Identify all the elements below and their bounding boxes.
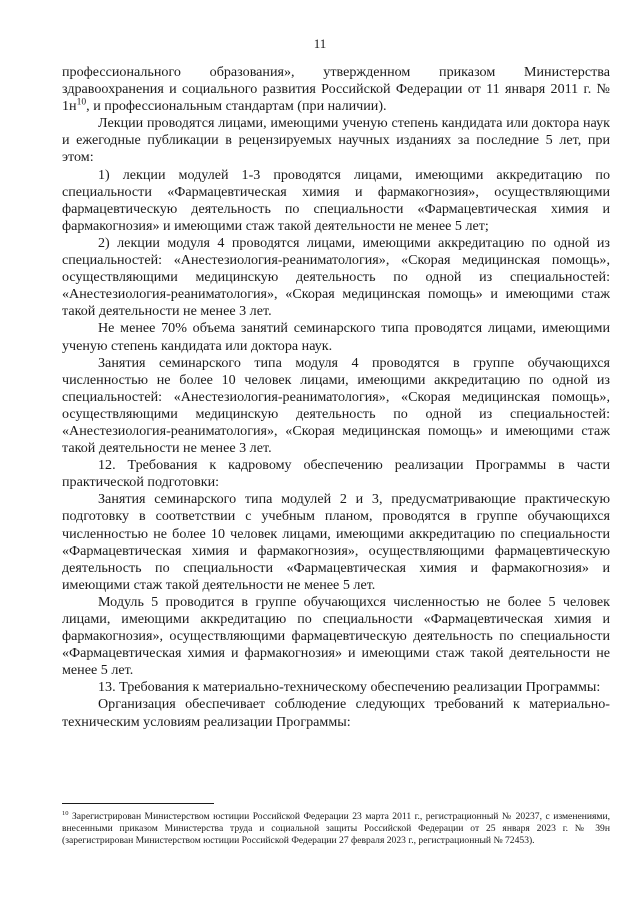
paragraph-4: 2) лекции модуля 4 проводятся лицами, имеющими аккредитацию по одной из специальностей: «Анестезиология-реаниматология», «Скорая медицинская помощь», осуществляющими медицинскую деятельность по одной из специальностей: «Анестезиология-реаниматология», «Скорая медицинская помощь» и имеющими стаж такой деятельности не менее 3 лет. bbox=[62, 234, 610, 320]
paragraph-8: Занятия семинарского типа модулей 2 и 3, предусматривающие практическую подготовку в соответствии с учебным планом, проводятся в группе обучающихся численностью не более 10 человек лицами, имеющими аккредитацию по специальности «Фармацевтическая химия и фармакогнозия», осуществляющими фармацевтическую деятельность по специальности «Фармацевтическая химия и фармакогнозия» и имеющими стаж такой деятельности не менее 5 лет. bbox=[62, 491, 610, 593]
paragraph-9: Модуль 5 проводится в группе обучающихся численностью не более 5 человек лицами, имеющими аккредитацию по специальности «Фармацевтическая химия и фармакогнозия», осуществляющими фармацевтическую деятельность по специальности «Фармацевтическая химия и фармакогнозия» и имеющими стаж такой деятельности не менее 5 лет. bbox=[62, 593, 610, 679]
page-number: 11 bbox=[313, 36, 327, 51]
paragraph-2: Лекции проводятся лицами, имеющими ученую степень кандидата или доктора наук и ежегодные публикации в рецензируемых научных изданиях за последние 5 лет, при этом: bbox=[62, 115, 610, 166]
paragraph-11: Организация обеспечивает соблюдение следующих требований к материально-техническим условиям реализации Программы: bbox=[62, 696, 610, 730]
footnote-ref[interactable]: 10 bbox=[76, 96, 87, 108]
paragraph-5: Не менее 70% объема занятий семинарского типа проводятся лицами, имеющими ученую степень кандидата или доктора наук. bbox=[62, 320, 610, 354]
footnote-divider bbox=[62, 803, 214, 804]
paragraph-text-tail: , и профессиональным стандартам (при наличии). bbox=[86, 98, 387, 115]
paragraph-text: профессионального образования», утвержденном приказом Министерства здравоохранения и социального развития Российской Федерации от 11 января 2011 г. № 1н bbox=[62, 64, 610, 115]
paragraph-7: 12. Требования к кадровому обеспечению реализации Программы в части практической подготовки: bbox=[62, 457, 610, 491]
paragraph-6: Занятия семинарского типа модуля 4 проводятся в группе обучающихся численностью не более 10 человек лицами, имеющими аккредитацию по одной из специальностей: «Анестезиология-реаниматология», «Скорая медицинская помощь», осуществляющими медицинскую деятельность по одной из специальностей: «Анестезиология-реаниматология», «Скорая медицинская помощь» и имеющими стаж такой деятельности не менее 3 лет. bbox=[62, 354, 610, 457]
footnote bbox=[62, 811, 610, 848]
body-text bbox=[62, 64, 610, 731]
footnote-number: 10 bbox=[62, 809, 69, 817]
paragraph-10: 13. Требования к материально-техническому обеспечению реализации Программы: bbox=[98, 679, 601, 696]
footnote-text: Зарегистрирован Министерством юстиции Российской Федерации 23 марта 2011 г., регистрационный № 20237, с изменениями, внесенными приказом Министерства труда и социальной защиты Российской Федерации от 25 января 2023 г. № 39н (зарегистрирован Министерством юстиции Российской Федерации 27 февраля 2023 г., регистрационный № 72453). bbox=[62, 811, 610, 847]
paragraph-3: 1) лекции модулей 1-3 проводятся лицами, имеющими аккредитацию по специальности «Фармацевтическая химия и фармакогнозия», осуществляющими фармацевтическую деятельность по специальности «Фармацевтическая химия и фармакогнозия» и имеющими стаж такой деятельности не менее 5 лет; bbox=[62, 166, 610, 234]
paragraph-1 bbox=[62, 64, 610, 115]
